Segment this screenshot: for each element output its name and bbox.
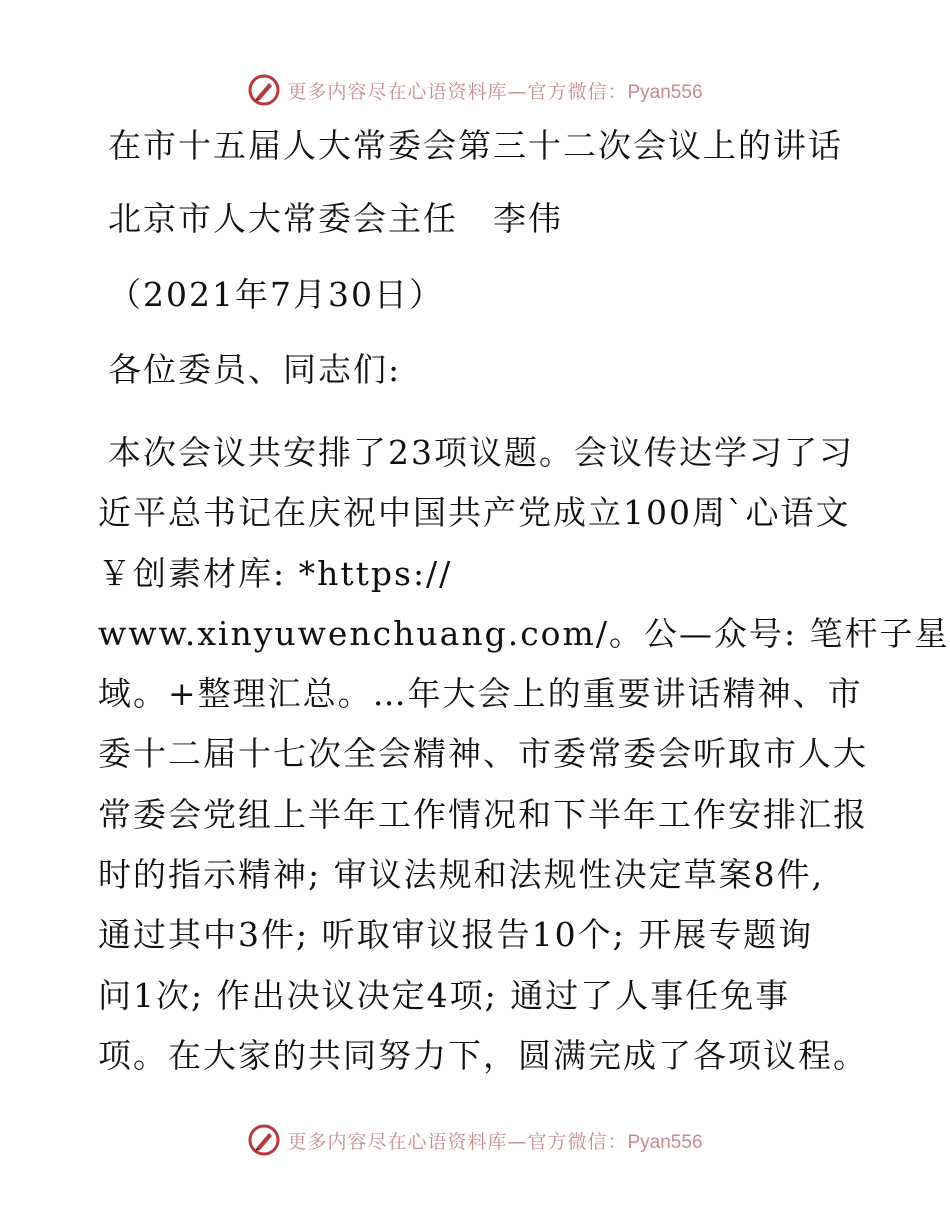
paragraph-line: 问1次; 作出决议决定4项; 通过了人事任免事 <box>98 975 791 1015</box>
paragraph-line: 本次会议共安排了23项议题。会议传达学习了习 <box>108 433 854 472</box>
document-title: 在市十五届人大常委会第三十二次会议上的讲话 <box>108 126 843 165</box>
paragraph-line: 通过其中3件; 听取审议报告10个; 开展专题询 <box>98 915 814 955</box>
watermark-wechat-id: Pyan556 <box>627 81 703 103</box>
paragraph-line: ￥创素材库: *https:// <box>98 553 453 593</box>
watermark-text: 更多内容尽在心语资料库—官方微信：Pyan556 <box>287 80 703 103</box>
paragraph-line: 常委会党组上半年工作情况和下半年工作安排汇报 <box>98 794 868 834</box>
pen-logo-icon <box>247 73 281 107</box>
paragraph-line: 项。在大家的共同努力下，圆满完成了各项议程。 <box>98 1035 868 1075</box>
header-watermark <box>0 70 950 110</box>
paragraph-line: 近平总书记在庆祝中国共产党成立100周`心语文 <box>98 493 851 533</box>
paragraph-line: 域。+整理汇总。…年大会上的重要讲话精神、市 <box>98 674 863 714</box>
paragraph-line: 时的指示精神; 审议法规和法规性决定草案8件, <box>98 855 825 895</box>
document-salutation: 各位委员、同志们: <box>108 350 402 389</box>
document-author: 北京市人大常委会主任 李伟 <box>108 199 563 238</box>
paragraph-line: www.xinyuwenchuang.com/。公—众号: 笔杆子星 <box>98 613 950 653</box>
document-paragraph <box>98 423 950 1086</box>
watermark-text: 更多内容尽在心语资料库—官方微信：Pyan556 <box>287 1130 703 1153</box>
pen-logo-icon <box>247 1123 281 1157</box>
footer-watermark <box>0 1120 950 1160</box>
watermark-wechat-id: Pyan556 <box>627 1131 703 1153</box>
document-date: （2021年7月30日） <box>108 275 444 314</box>
paragraph-line: 委十二届十七次全会精神、市委常委会听取市人大 <box>98 734 868 774</box>
